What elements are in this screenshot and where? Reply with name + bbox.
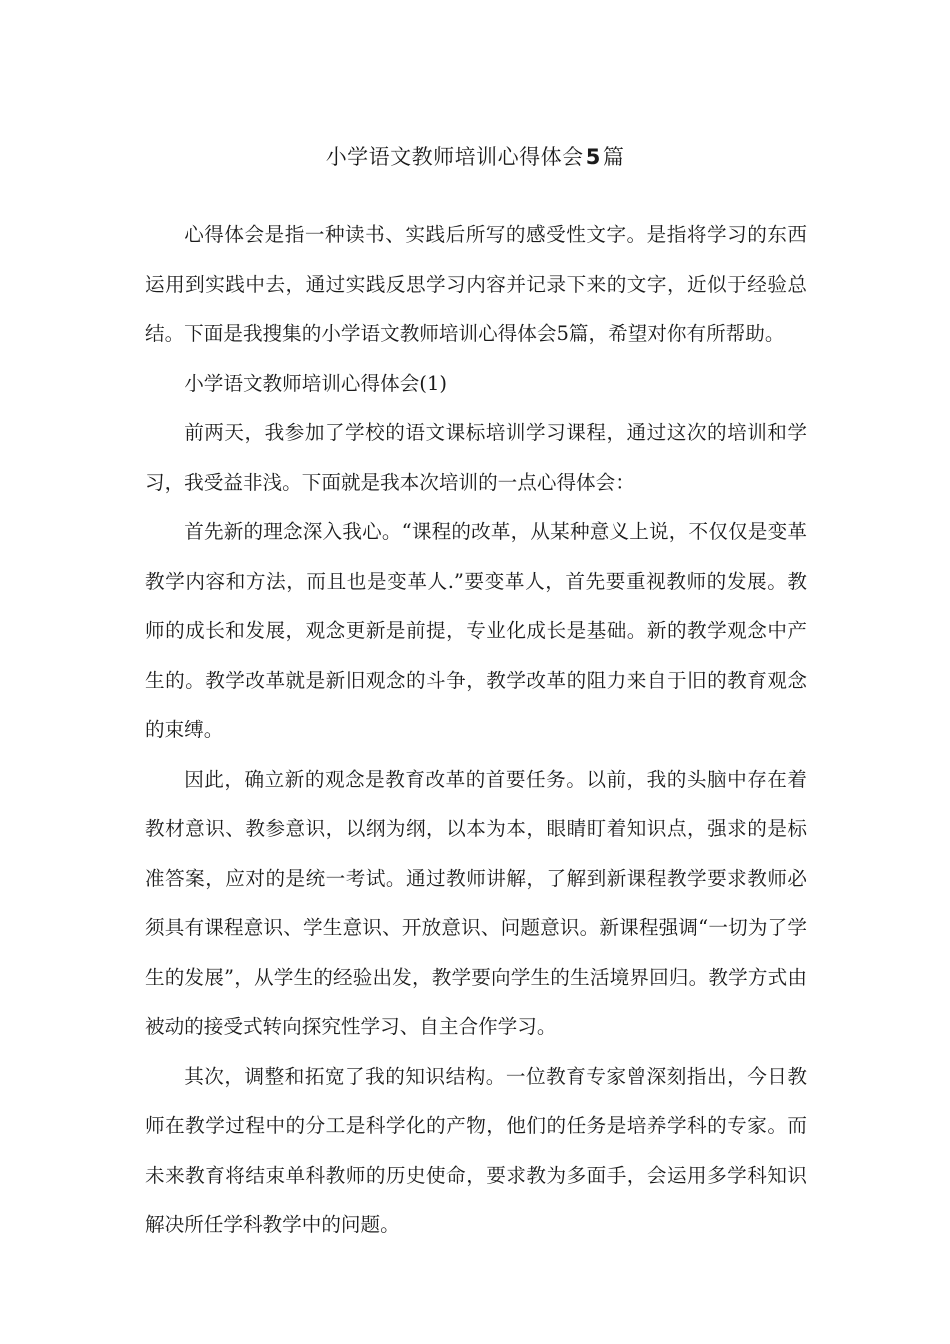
title-number: 5 (585, 145, 601, 169)
title-prefix: 小学语文教师培训心得体会 (325, 145, 584, 169)
document-title (0, 141, 950, 173)
body-paragraph: 其次，调整和拓宽了我的知识结构。一位教育专家曾深刻指出，今日教师在教学过程中的分工是科学化的产物，他们的任务是培养学科的专家。而未来教育将结束单科教师的历史使命，要求教为多面手，会运用多学科知识解决所任学科教学中的问题。 (145, 1064, 807, 1236)
body-paragraph: 前两天，我参加了学校的语文课标培训学习课程，通过这次的培训和学习，我受益非浅。下面就是我本次培训的一点心得体会： (145, 421, 807, 494)
body-paragraph: 首先新的理念深入我心。“课程的改革，从某种意义上说，不仅仅是变革教学内容和方法，而且也是变革人.”要变革人，首先要重视教师的发展。教师的成长和发展，观念更新是前提，专业化成长是基础。新的教学观念中产生的。教学改革就是新旧观念的斗争，教学改革的阻力来自于旧的教育观念的束缚。 (145, 520, 807, 741)
body-paragraph: 因此，确立新的观念是教育改革的首要任务。以前，我的头脑中存在着教材意识、教参意识，以纲为纲，以本为本，眼睛盯着知识点，强求的是标准答案，应对的是统一考试。通过教师讲解，了解到新课程教学要求教师必须具有课程意识、学生意识、开放意识、问题意识。新课程强调“一切为了学生的发展”，从学生的经验出发，教学要向学生的生活境界回归。教学方式由被动的接受式转向探究性学习、自主合作学习。 (145, 767, 807, 1038)
document-body (145, 210, 807, 1250)
title-suffix: 篇 (602, 145, 625, 169)
section-heading: 小学语文教师培训心得体会(1) (184, 371, 448, 395)
intro-paragraph: 心得体会是指一种读书、实践后所写的感受性文字。是指将学习的东西运用到实践中去，通过实践反思学习内容并记录下来的文字，近似于经验总结。下面是我搜集的小学语文教师培训心得体会5篇，希望对你有所帮助。 (145, 223, 807, 345)
